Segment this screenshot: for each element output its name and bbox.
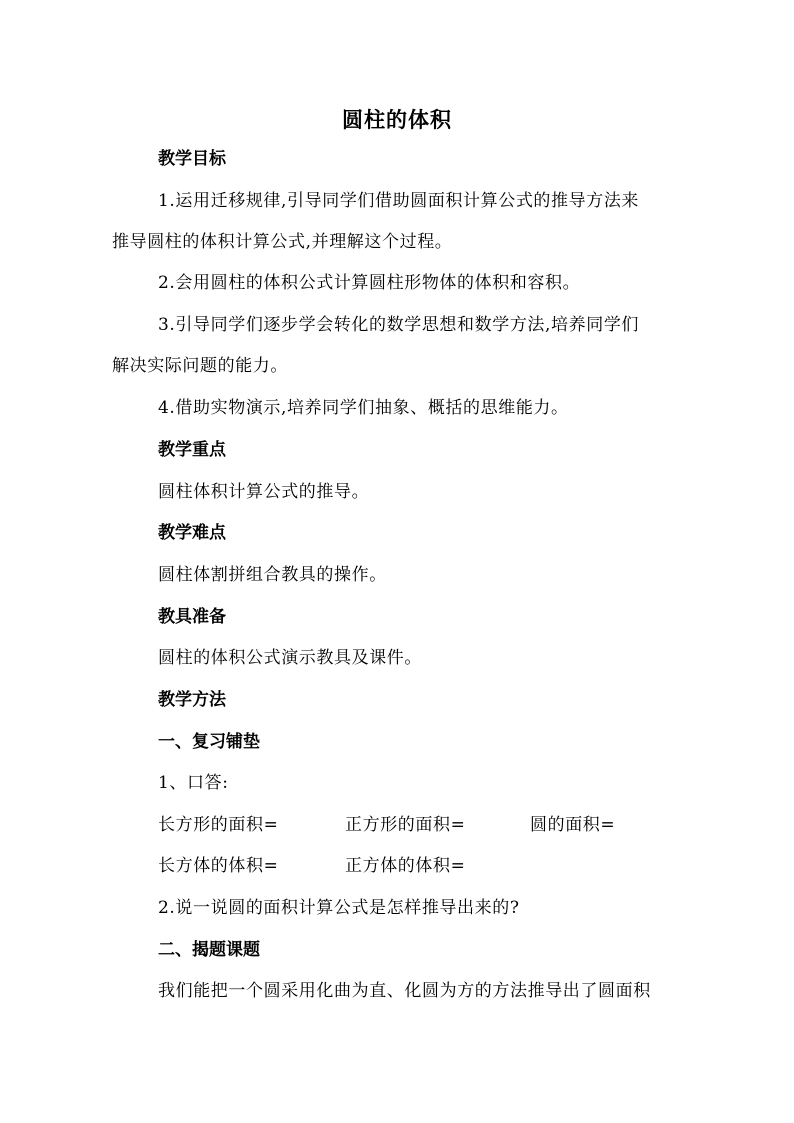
- difficulty-text: 圆柱体割拼组合教具的操作。: [158, 565, 387, 585]
- section-heading-key-point: 教学重点: [158, 440, 226, 460]
- key-point-text: 圆柱体积计算公式的推导。: [158, 482, 370, 502]
- goal-item-3-line-1: 3.引导同学们逐步学会转化的数学思想和数学方法,培养同学们: [158, 315, 640, 335]
- formula-cube-volume: 正方体的体积=: [345, 856, 466, 876]
- review-question-2: 2.说一说圆的面积计算公式是怎样推导出来的?: [158, 898, 520, 918]
- section-heading-review: 一、复习铺垫: [158, 732, 260, 752]
- goal-item-2: 2.会用圆柱的体积公式计算圆柱形物体的体积和容积。: [158, 273, 581, 293]
- goal-item-4: 4.借助实物演示,培养同学们抽象、概括的思维能力。: [158, 398, 569, 418]
- goal-item-1-line-1: 1.运用迁移规律,引导同学们借助圆面积计算公式的推导方法来: [158, 191, 640, 211]
- formula-cuboid-volume: 长方体的体积=: [158, 856, 279, 876]
- goal-item-3-line-2: 解决实际问题的能力。: [112, 356, 288, 376]
- formula-circle-area: 圆的面积=: [530, 815, 616, 835]
- review-question-1: 1、口答:: [158, 773, 229, 793]
- formula-square-area: 正方形的面积=: [345, 815, 466, 835]
- section-heading-method: 教学方法: [158, 690, 226, 710]
- goal-item-1-line-2: 推导圆柱的体积计算公式,并理解这个过程。: [112, 232, 453, 252]
- formula-rectangle-area: 长方形的面积=: [158, 815, 279, 835]
- page-title: 圆柱的体积: [342, 107, 452, 132]
- section-heading-goals: 教学目标: [158, 149, 226, 169]
- section-heading-topic: 二、揭题课题: [158, 940, 260, 960]
- section-heading-difficulty: 教学难点: [158, 523, 226, 543]
- preparation-text: 圆柱的体积公式演示教具及课件。: [158, 648, 422, 668]
- section-heading-preparation: 教具准备: [158, 607, 226, 627]
- topic-text: 我们能把一个圆采用化曲为直、化圆为方的方法推导出了圆面积: [158, 981, 651, 1001]
